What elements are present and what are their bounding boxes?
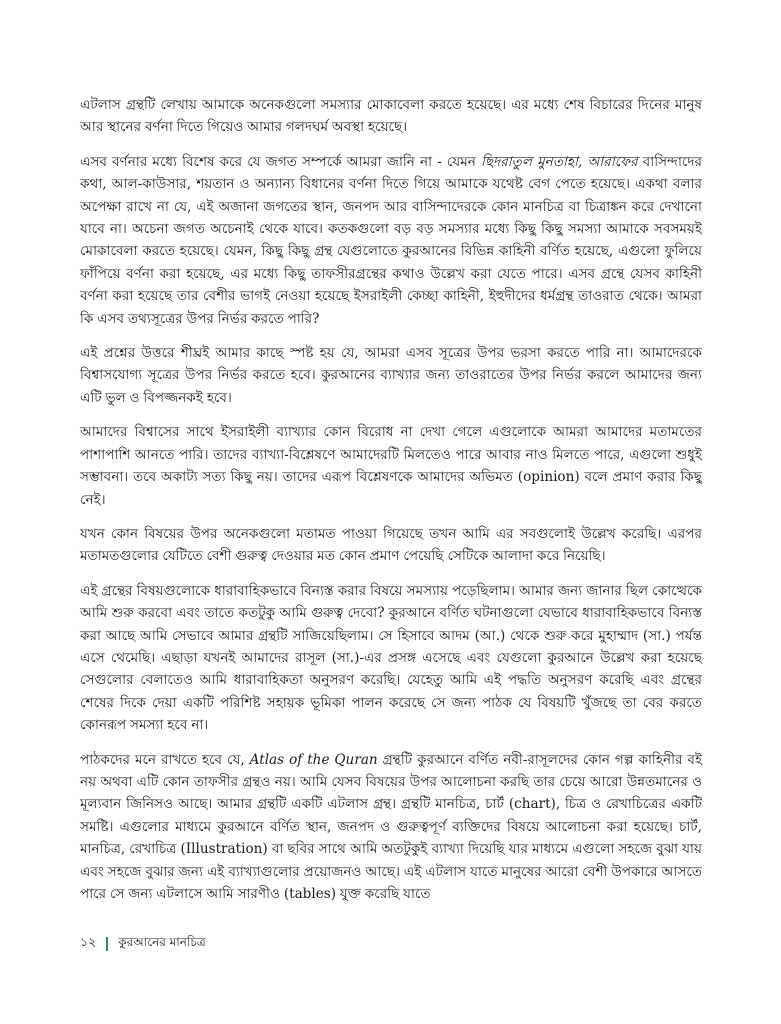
paragraph-1	[80, 94, 702, 139]
paragraph-4-text: আমাদের বিশ্বাসের সাথে ইসরাইলী ব্যাখ্যার কোন বিরোধ না দেখা গেলে এগুলোকে আমরা আমাদের মতামতের পাশাপাশি আনতে পারি। তাদের ব্যাখ্যা-বিশ্লেষণে আমাদেরটি মিলতেও পারে আবার নাও মিলতে পারে, এগুলো শুধুই সম্ভাবনা। তবে অকাট্য সত্য কিছু নয়। তাদের এরূপ বিশ্লেষণকে আমাদের অভিমত (opinion) বলে প্রমাণ করার কিছু নেই।	[80, 424, 702, 508]
footer-separator	[106, 937, 108, 951]
paragraph-2-italic-terms: ছিদরাতুল মুনতাহা, আরাফের	[480, 153, 638, 170]
paragraph-5-text: যখন কোন বিষয়ের উপর অনেকগুলো মতামত পাওয়া গিয়েছে তখন আমি এর সবগুলোই উল্লেখ করেছি। এরপর মতামতগুলোর যেটিতে বেশী গুরুত্ব দেওয়ার মত কোন প্রমাণ পেয়েছি সেটিকে আলাদা করে নিয়েছি।	[80, 525, 702, 565]
running-title: কুরআনের মানচিত্র	[118, 935, 206, 949]
page-number: ১২	[80, 934, 97, 949]
paragraph-4	[80, 421, 702, 511]
page-footer	[80, 934, 206, 954]
paragraph-5	[80, 523, 702, 568]
paragraph-2-text-a: এসব বর্ণনার মধ্যে বিশেষ করে যে জগত সম্পর্কে আমরা জানি না - যেমন	[80, 153, 481, 170]
paragraph-7	[80, 749, 702, 906]
paragraph-6-text: এই গ্রন্থের বিষয়গুলোকে ধারাবাহিকভাবে বিন্যস্ত করার বিষয়ে সমস্যায় পড়েছিলাম। আমার জন্য জানার ছিল কোত্থেকে আমি শুরু করবো এবং তাতে কতটুকু আমি গুরুত্ব দেবো? কুরআনে বর্ণিত ঘটনাগুলো যেভাবে ধারাবাহিকভাবে বিন্যস্ত করা আছে আমি সেভাবে আমার গ্রন্থটি সাজিয়েছিলাম। সে হিসাবে আদম (আ.) থেকে শুরু করে মুহাম্মাদ (সা.) পর্যন্ত এসে থেমেছি। এছাড়া যখনই আমাদের রাসূল (সা.)-এর প্রসঙ্গ এসেছে এবং যেগুলো কুরআনে উল্লেখ করা হয়েছে সেগুলোর বেলাতেও আমি ধারাবাহিকতা অনুসরণ করেছি। যেহেতু আমি এই পদ্ধতি অনুসরণ করেছি এবং গ্রন্থের শেষের দিকে দেয়া একটি পরিশিষ্ট সহায়ক ভূমিকা পালন করেছে সে জন্য পাঠক যে বিষয়টি খুঁজছে তা বের করতে কোনরূপ সমস্যা হবে না।	[80, 582, 702, 734]
paragraph-6	[80, 580, 702, 737]
paragraph-3	[80, 342, 702, 409]
paragraph-7-italic-title: Atlas of the Quran	[249, 751, 378, 768]
paragraph-7-text-b: গ্রন্থটি কুরআনে বর্ণিত নবী-রাসূলদের কোন গল্প কাহিনীর বই নয় অথবা এটি কোন তাফসীর গ্রন্থও নয়। আমি যেসব বিষয়ের উপর আলোচনা করছি তার চেয়ে আরো উন্নতমানের ও মূল্যবান জিনিসও আছে। আমার গ্রন্থটি একটি এটলাস গ্রন্থ। গ্রন্থটি মানচিত্র, চার্ট (chart), চিত্র ও রেখাচিত্রের একটি সমষ্টি। এগুলোর মাধ্যমে কুরআনে বর্ণিত স্থান, জনপদ ও গুরুত্বপূর্ণ ব্যক্তিদের বিষয়ে আলোচনা করা হয়েছে। চার্ট, মানচিত্র, রেখাচিত্র (Illustration) বা ছবির সাথে আমি অতটুকুই ব্যাখ্যা দিয়েছি যার মাধ্যমে এগুলো সহজে বুঝা যায় এবং সহজে বুঝার জন্য এই ব্যাখ্যাগুলোর প্রয়োজনও আছে। এই এটলাস যাতে মানুষের আরো বেশী উপকারে আসতে পারে সে জন্য এটলাসে আমি সারণীও (tables) যুক্ত করেছি যাতে	[80, 751, 703, 902]
page-body	[80, 94, 702, 917]
paragraph-2-text-b: বাসিন্দাদের কথা, আল-কাউসার, শয়তান ও অন্যান্য বিধানের বর্ণনা দিতে গিয়ে আমাকে যথেষ্ট বেগ পেতে হয়েছে। একথা বলার অপেক্ষা রাখে না যে, এই অজানা জগতের স্থান, জনপদ আর বাসিন্দাদেরকে কোন মানচিত্র বা চিত্রাঙ্কন করে দেখানো যাবে না। অচেনা জগত অচেনাই থেকে যাবে। কতকগুলো বড় বড় সমস্যার মধ্যে কিছু কিছু সমস্যা আমাকে সবসময়ই মোকাবেলা করতে হয়েছে। যেমন, কিছু কিছু গ্রন্থ যেগুলোতে কুরআনের বিভিন্ন কাহিনী বর্ণিত হয়েছে, এগুলো ফুলিয়ে ফাঁপিয়ে বর্ণনা করা হয়েছে, এর মধ্যে কিছু তাফসীরগ্রন্থের কথাও উল্লেখ করা যেতে পারে। এসব গ্রন্থে যেসব কাহিনী বর্ণনা করা হয়েছে তার বেশীর ভাগই নেওয়া হয়েছে ইসরাইলী কেচ্ছা কাহিনী, ইহুদীদের ধর্মগ্রন্থ তাওরাত থেকে। আমরা কি এসব তথ্যসূত্রের উপর নির্ভর করতে পারি?	[80, 153, 702, 327]
paragraph-1-text: এটলাস গ্রন্থটি লেখায় আমাকে অনেকগুলো সমস্যার মোকাবেলা করতে হয়েছে। এর মধ্যে শেষ বিচারের দিনের মানুষ আর স্থানের বর্ণনা দিতে গিয়েও আমার গলদঘর্ম অবস্থা হয়েছে।	[80, 97, 702, 136]
paragraph-3-text: এই প্রশ্নের উত্তরে শীঘ্রই আমার কাছে স্পষ্ট হয় যে, আমরা এসব সূত্রের উপর ভরসা করতে পারি না। আমাদেরকে বিশ্বাসযোগ্য সূত্রের উপর নির্ভর করতে হবে। কুরআনের ব্যাখ্যার জন্য তাওরাতের উপর নির্ভর করলে আমাদের জন্য এটি ভুল ও বিপজ্জনকই হবে।	[80, 345, 702, 406]
paragraph-7-text-a: পাঠকদের মনে রাখতে হবে যে,	[80, 751, 250, 768]
paragraph-2	[80, 151, 702, 330]
